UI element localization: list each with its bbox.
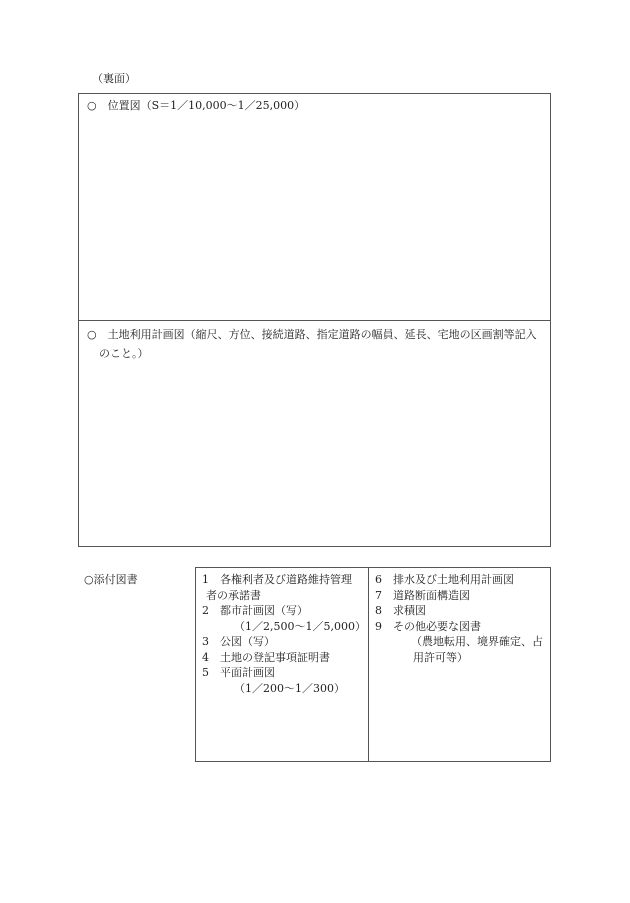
attachments-column-left: [196, 568, 369, 761]
item-text: 公図（写）: [220, 635, 275, 648]
land-use-plan-title: ○ 土地利用計画図（縮尺、方位、接続道路、指定道路の幅員、延長、宅地の区画割等記入のこと。）: [87, 328, 537, 360]
reverse-side-label: （裏面）: [92, 72, 136, 85]
attachments-table: [195, 567, 551, 762]
item-text: 土地の登記事項証明書: [220, 650, 330, 664]
item-scale: （1／200～1／300）: [234, 681, 345, 695]
item-text: 排水及び土地利用計画図: [393, 573, 514, 586]
attachment-item: [202, 572, 362, 603]
item-text: その他必要な図書: [393, 619, 481, 633]
attachment-item: [375, 572, 544, 588]
attachment-item: [202, 650, 362, 666]
item-text: 各権利者及び道路維持管理: [220, 573, 352, 586]
attachment-item: [375, 588, 544, 604]
item-number: 1: [202, 573, 209, 586]
item-number: 5: [202, 666, 209, 679]
item-number: 3: [202, 635, 209, 648]
item-number: 4: [202, 650, 209, 664]
drawings-frame: [78, 93, 551, 547]
item-text: 道路断面構造図: [393, 588, 470, 602]
attachments-label: ○添付図書: [84, 573, 138, 586]
item-number: 9: [375, 619, 382, 633]
location-map-title: ○ 位置図（S＝1／10,000～1／25,000）: [87, 99, 306, 112]
location-map-section: [79, 94, 550, 321]
item-text-continued: 者の承諾書: [206, 588, 261, 602]
attachments-column-right: [369, 568, 550, 761]
attachment-item: [202, 634, 362, 650]
item-text: 都市計画図（写）: [220, 604, 308, 617]
item-note: （農地転用、境界確定、占用許可等）: [411, 635, 543, 664]
attachment-item: [375, 619, 544, 666]
item-number: 8: [375, 604, 382, 617]
item-text: 平面計画図: [220, 666, 275, 679]
item-number: 7: [375, 588, 382, 602]
attachment-item: [202, 603, 366, 634]
attachment-item: [202, 665, 362, 696]
attachment-item: [375, 603, 544, 619]
item-number: 6: [375, 573, 382, 586]
item-scale: （1／2,500～1／5,000）: [234, 619, 366, 633]
land-use-plan-section: [79, 321, 550, 546]
item-text: 求積図: [393, 604, 426, 617]
item-number: 2: [202, 604, 209, 617]
